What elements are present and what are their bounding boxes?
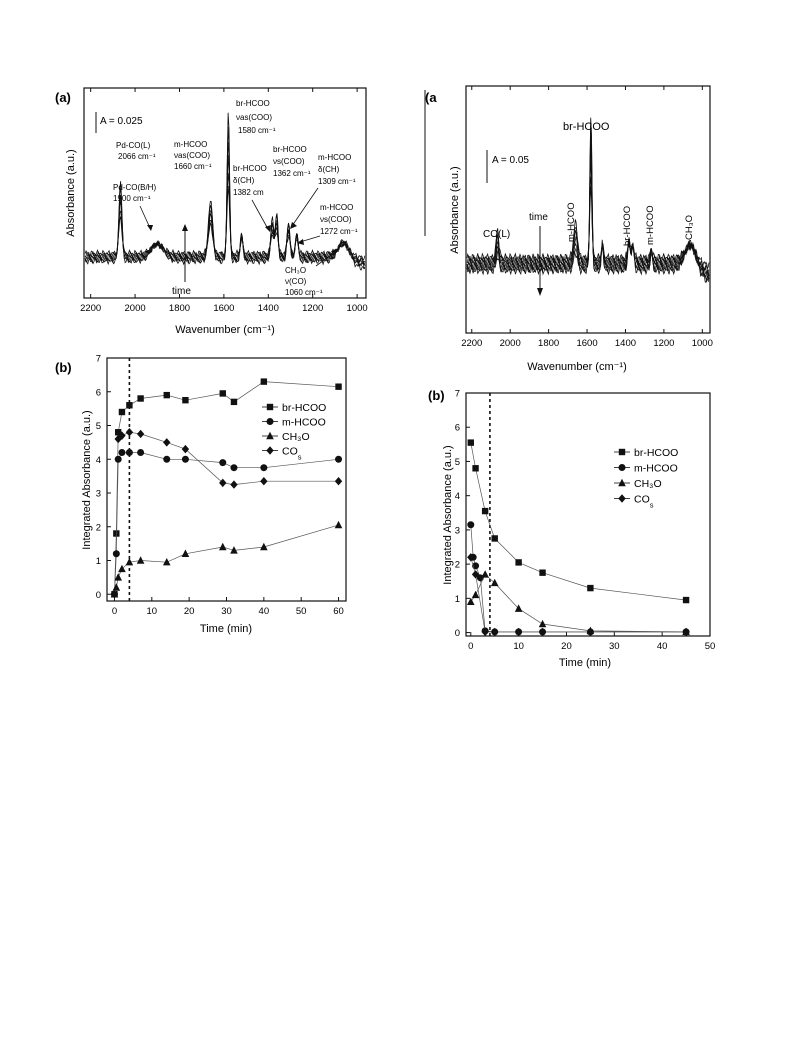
x-tick-label: 0 (111, 606, 118, 617)
annotation-line: 2066 cm⁻¹ (118, 152, 156, 161)
series-triangle (111, 521, 343, 598)
x-tick-label: 20 (183, 606, 195, 617)
left-a-annotation-brhcoo-ch (233, 164, 271, 232)
annotation-pointer (292, 188, 318, 226)
annotation-line: m-HCOO (320, 203, 354, 212)
data-point-square (472, 465, 478, 471)
annotation-line: Pd-CO(B/H) (113, 183, 157, 192)
data-point-circle (115, 456, 122, 463)
annotation-line: 1060 cm⁻¹ (285, 288, 323, 297)
annotation-line: 1382 cm (233, 188, 264, 197)
left-a-time-label: time (172, 286, 191, 297)
y-tick-label: 4 (95, 454, 101, 466)
legend-marker-triangle (266, 432, 274, 439)
series-circle (467, 521, 689, 635)
x-tick-label: 1200 (653, 338, 675, 349)
data-point-diamond (126, 428, 133, 436)
left-a-annotation-brhcoo-as (236, 99, 276, 135)
annotation-pointer-head (265, 225, 271, 232)
annotation-line: 1362 cm⁻¹ (273, 169, 311, 178)
annotation-line: br-HCOO (273, 145, 307, 154)
data-point-circle (163, 456, 170, 463)
data-point-diamond (539, 628, 546, 636)
x-tick-label: 20 (561, 641, 572, 652)
x-tick-label: 1200 (302, 303, 324, 314)
annotation-line: ν(CO) (285, 277, 307, 286)
data-point-triangle (335, 521, 343, 528)
data-point-square (126, 402, 132, 408)
x-tick-label: 50 (704, 641, 716, 652)
right-b-panel-label: (b) (428, 388, 445, 403)
left-a-time-arrowhead (182, 224, 188, 231)
left-a-annotation-mhcoo-s (297, 203, 358, 245)
data-point-square (492, 535, 498, 541)
left-a-panel (55, 88, 368, 336)
annotation-pointer-head (147, 225, 153, 231)
y-tick-label: 3 (95, 488, 101, 500)
annotation-line: νs(COO) (320, 215, 352, 224)
data-point-circle (126, 449, 133, 456)
data-point-square (482, 508, 488, 514)
left-a-annotation-mhcoo-as (174, 140, 212, 171)
data-point-square (220, 390, 226, 396)
series-fit-line (471, 525, 686, 632)
left-a-scale-label: A = 0.025 (100, 116, 143, 127)
data-point-diamond (137, 430, 144, 438)
annotation-line: 1900 cm⁻¹ (113, 194, 151, 203)
legend-label: $CO_s$ (634, 493, 654, 509)
data-point-triangle (219, 543, 227, 550)
data-point-triangle (539, 620, 547, 627)
annotation-pointer (140, 206, 150, 228)
y-tick-label: 2 (454, 559, 460, 571)
data-point-diamond (515, 628, 522, 636)
right-b-plot-frame (466, 393, 710, 636)
data-point-triangle (491, 579, 499, 586)
right-a-annotation-col: CO(L) (483, 229, 511, 240)
right-a-panel (425, 86, 713, 373)
legend-marker-diamond (618, 494, 625, 502)
y-tick-label: 0 (95, 589, 101, 601)
right-a-time-label: time (529, 212, 548, 223)
data-point-circle (118, 449, 125, 456)
y-tick-label: 5 (95, 421, 101, 432)
annotation-line: νas(COO) (174, 151, 210, 160)
right-b-panel (428, 388, 715, 669)
y-tick-label: 3 (454, 525, 460, 537)
data-point-circle (260, 464, 267, 471)
legend-marker-square (267, 404, 273, 410)
data-point-diamond (335, 477, 342, 485)
right-a-time-arrowhead (537, 288, 543, 296)
data-point-diamond (163, 438, 170, 446)
series-fit-line (115, 525, 339, 594)
left-b-ylabel: Integrated Absorbance (a.u.) (81, 410, 93, 550)
legend-label: CH₃O (282, 431, 310, 443)
data-point-circle (230, 464, 237, 471)
x-tick-label: 1800 (538, 338, 560, 349)
x-tick-label: 1000 (346, 303, 368, 314)
right-a-scale-label: A = 0.05 (492, 155, 529, 166)
annotation-pointer-head (290, 222, 297, 229)
annotation-line: δ(CH) (233, 176, 255, 185)
left-a-ylabel: Absorbance (a.u.) (65, 149, 77, 237)
data-point-square (587, 585, 593, 591)
y-tick-label: 7 (454, 388, 460, 400)
data-point-square (515, 559, 521, 565)
legend-label: $CO_s$ (282, 445, 302, 461)
data-point-diamond (491, 628, 498, 636)
data-point-square (683, 597, 689, 603)
x-tick-label: 30 (221, 606, 232, 617)
y-tick-label: 0 (454, 628, 460, 640)
data-point-square (137, 395, 143, 401)
x-tick-label: 1400 (614, 338, 637, 349)
legend-marker-circle (619, 464, 626, 471)
left-b-plot-frame (107, 358, 346, 601)
data-point-square (261, 378, 267, 384)
x-tick-label: 10 (513, 641, 524, 652)
legend-label: CH₃O (634, 478, 662, 490)
data-point-triangle (113, 583, 121, 590)
y-tick-label: 6 (454, 422, 460, 434)
annotation-line: νs(COO) (273, 157, 305, 166)
data-point-circle (113, 550, 120, 557)
x-tick-label: 10 (146, 606, 158, 617)
data-point-circle (335, 456, 342, 463)
legend-label: m-HCOO (282, 416, 326, 429)
right-a-annotation-mhcoo-2: m-HCOO (645, 205, 656, 245)
data-point-diamond (260, 477, 267, 485)
right-b-xlabel: Time (min) (558, 657, 612, 669)
x-tick-label: 1400 (257, 303, 279, 314)
right-b-legend (614, 447, 678, 509)
data-point-diamond (587, 628, 594, 636)
x-tick-label: 2000 (499, 338, 521, 349)
left-b-panel-label: (b) (55, 360, 72, 375)
legend-marker-circle (267, 418, 274, 425)
series-fit-line (471, 574, 686, 632)
right-a-annotation-mhcoo-1: m-HCOO (566, 202, 577, 242)
left-b-xlabel: Time (min) (199, 623, 253, 635)
legend-marker-triangle (618, 479, 626, 486)
series-fit-line (115, 453, 339, 595)
left-a-panel-label: (a) (55, 90, 71, 105)
legend-marker-square (619, 449, 625, 455)
annotation-line: Pd-CO(L) (116, 141, 151, 150)
data-point-circle (219, 459, 226, 466)
x-tick-label: 40 (258, 606, 270, 617)
annotation-line: br-HCOO (236, 99, 270, 108)
y-tick-label: 6 (95, 387, 101, 399)
x-tick-label: 2200 (461, 338, 483, 349)
annotation-line: br-HCOO (233, 164, 267, 173)
annotation-line: 1580 cm⁻¹ (238, 126, 276, 135)
data-point-diamond (182, 445, 189, 453)
data-point-diamond (230, 480, 237, 488)
data-point-square (539, 569, 545, 575)
left-a-annotation-brhcoo-s (273, 145, 311, 178)
x-tick-label: 50 (295, 606, 307, 617)
right-a-spectra (467, 118, 709, 283)
y-tick-label: 2 (95, 522, 101, 534)
legend-label: br-HCOO (634, 447, 679, 459)
annotation-line: 1309 cm⁻¹ (318, 177, 356, 186)
x-tick-label: 40 (656, 641, 668, 652)
data-point-square (164, 392, 170, 398)
annotation-line: νas(COO) (236, 113, 272, 122)
right-b-axes (455, 389, 716, 653)
right-a-panel-label: (a (425, 90, 437, 105)
y-tick-label: 5 (454, 456, 460, 468)
y-tick-label: 4 (454, 491, 460, 503)
data-point-square (231, 399, 237, 405)
data-point-triangle (118, 565, 126, 572)
legend-label: br-HCOO (282, 402, 327, 414)
x-tick-label: 60 (333, 606, 344, 617)
data-point-square (182, 397, 188, 403)
annotation-line: m-HCOO (174, 140, 208, 149)
right-a-annotation-brhcoo-2: br-HCOO (622, 205, 633, 246)
data-point-triangle (137, 556, 145, 563)
annotation-pointer (252, 200, 268, 229)
x-tick-label: 0 (468, 641, 474, 652)
legend-marker-diamond (266, 446, 273, 454)
series-circle (111, 449, 342, 598)
annotation-line: δ(CH) (318, 165, 340, 174)
left-a-xlabel: Wavenumber (cm⁻¹) (175, 324, 275, 336)
y-tick-label: 1 (95, 556, 101, 567)
series-triangle (467, 570, 690, 635)
annotation-line: 1272 cm⁻¹ (320, 227, 358, 236)
x-tick-label: 30 (609, 641, 620, 652)
data-point-square (468, 439, 474, 445)
right-a-annotation-brhcoo: br-HCOO (563, 121, 610, 133)
right-a-annotation-ch3o: CH₃O (684, 215, 695, 240)
legend-label: m-HCOO (634, 462, 678, 475)
data-point-diamond (219, 479, 226, 487)
x-tick-label: 1800 (168, 303, 191, 314)
left-b-legend (262, 402, 326, 461)
data-point-square (119, 409, 125, 415)
data-point-triangle (481, 570, 489, 577)
annotation-line: 1660 cm⁻¹ (174, 162, 212, 171)
right-a-xlabel: Wavenumber (cm⁻¹) (527, 361, 627, 373)
data-point-square (335, 383, 341, 389)
series-diamond (467, 553, 690, 636)
x-tick-label: 2200 (80, 303, 102, 314)
x-tick-label: 1600 (213, 303, 235, 314)
right-a-ylabel: Absorbance (a.u.) (449, 166, 461, 254)
x-tick-label: 2000 (124, 303, 146, 314)
y-tick-label: 7 (95, 353, 101, 365)
series-fit-line (471, 557, 686, 632)
data-point-circle (182, 456, 189, 463)
data-point-circle (137, 449, 144, 456)
left-a-annotation-pdco-l (116, 141, 156, 161)
y-tick-label: 1 (454, 593, 460, 605)
annotation-line: m-HCOO (318, 153, 352, 162)
x-tick-label: 1000 (691, 338, 713, 349)
data-point-circle (467, 521, 474, 528)
annotation-line: CH₃O (285, 266, 307, 275)
right-b-ylabel: Integrated Absorbance (a.u.) (442, 445, 454, 585)
left-b-panel (55, 354, 346, 636)
x-tick-label: 1600 (576, 338, 598, 349)
